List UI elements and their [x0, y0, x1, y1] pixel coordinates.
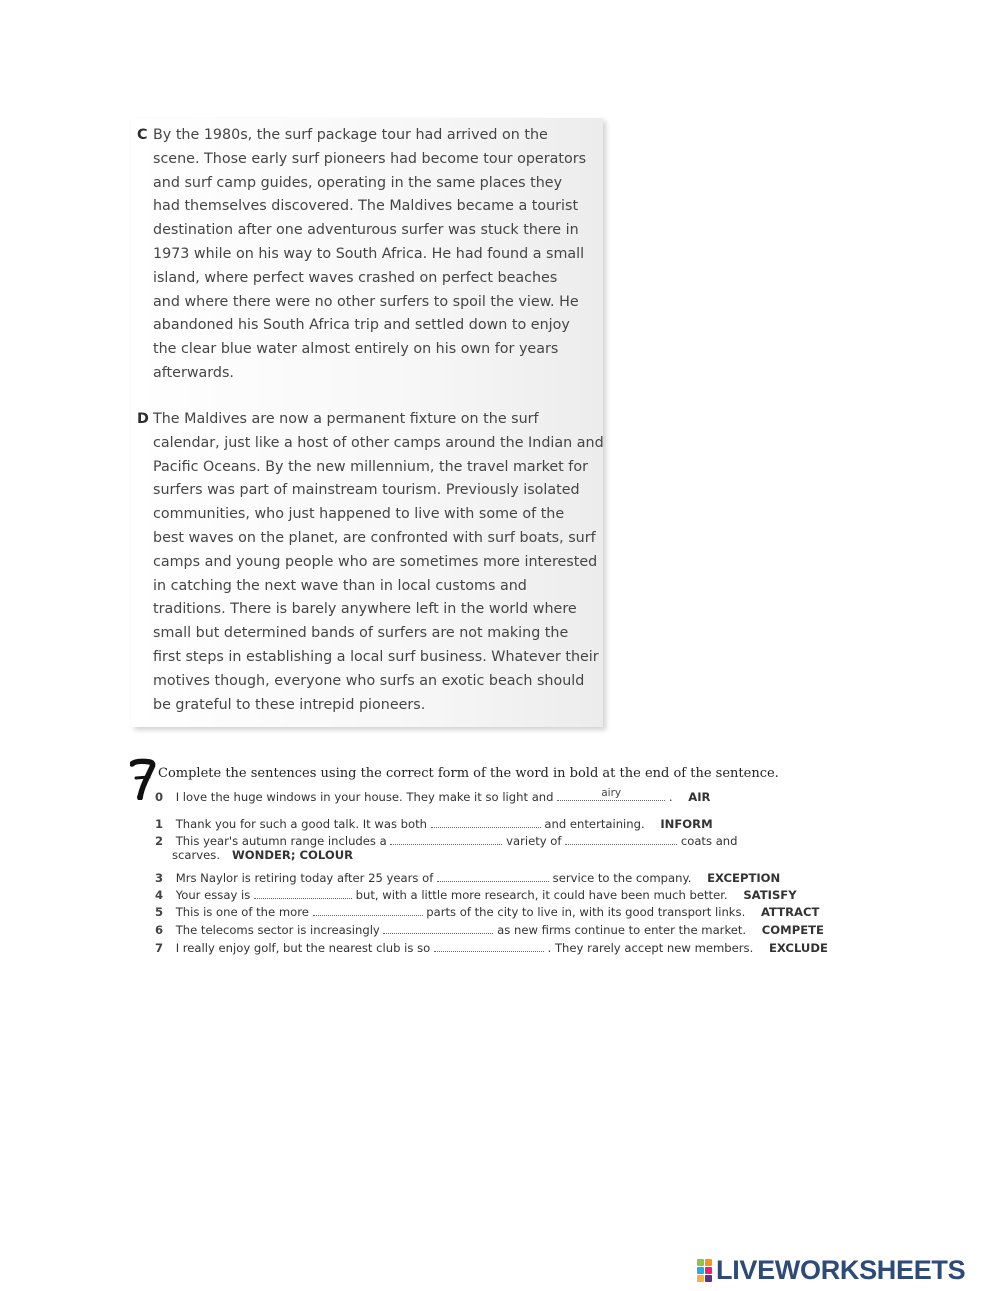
text-line: scene. Those early surf pioneers had become tour operators [153, 150, 587, 167]
answer-input[interactable] [313, 909, 423, 919]
item-text: I really enjoy golf, but the nearest club is so [175, 941, 431, 955]
answer-input[interactable] [390, 838, 502, 848]
answer-input[interactable] [383, 927, 493, 937]
text-line: first steps in establishing a local surf business. Whatever their [153, 648, 599, 665]
answer-gap[interactable] [254, 888, 352, 899]
exercise-item-1 [155, 817, 713, 831]
exercise-number-7 [130, 758, 156, 800]
text-line: Pacific Oceans. By the new millennium, the travel market for [153, 458, 588, 475]
logo-square [705, 1275, 712, 1282]
exercise-item-3 [155, 871, 780, 885]
item-number: 6 [155, 923, 164, 937]
text-line: in catching the next wave than in local customs and [153, 577, 527, 594]
answer-gap[interactable] [434, 941, 544, 952]
logo-square [705, 1267, 712, 1274]
answer-input[interactable] [254, 892, 352, 902]
exercise-item-7 [155, 941, 828, 955]
answer-gap[interactable] [313, 905, 423, 916]
item-number: 5 [155, 905, 164, 919]
item-text: . [668, 790, 673, 804]
item-number: 7 [155, 941, 164, 955]
text-line: small but determined bands of surfers are not making the [153, 625, 569, 642]
exercise-item-0 [155, 787, 711, 804]
text-line: By the 1980s, the surf package tour had arrived on the [153, 127, 548, 143]
item-text: parts of the city to live in, with its good transport links. [426, 905, 746, 919]
item-number: 1 [155, 817, 164, 831]
liveworksheets-logo [697, 1255, 965, 1285]
logo-square [697, 1259, 704, 1266]
text-line: motives though, everyone who surfs an exotic beach should [153, 672, 585, 689]
keyword: EXCEPTION [707, 871, 781, 885]
paragraph-letter: C [137, 127, 148, 143]
keyword: ATTRACT [760, 905, 820, 919]
item-text: Mrs Naylor is retiring today after 25 years of [175, 871, 434, 885]
item-text: The telecoms sector is increasingly [175, 923, 380, 937]
text-line: be grateful to these intrepid pioneers. [153, 696, 426, 713]
paragraph-c [131, 124, 601, 386]
exercise-instruction: Complete the sentences using the correct form of the word in bold at the end of the sentence. [158, 766, 779, 781]
answer-gap[interactable] [383, 923, 493, 934]
answer-input[interactable] [437, 875, 549, 885]
item-text: This year's autumn range includes a [175, 834, 387, 848]
item-number: 2 [155, 834, 164, 848]
keyword: COMPETE [761, 923, 824, 937]
example-answer: airy [601, 787, 622, 799]
text-line: and where there were no other surfers to spoil the view. He [153, 293, 579, 310]
text-line: communities, who just happened to live with some of the [153, 506, 565, 523]
brand-name: LIVEWORKSHEETS [716, 1254, 966, 1285]
text-line: best waves on the planet, are confronted with surf boats, surf [153, 529, 596, 546]
logo-square [697, 1275, 704, 1282]
text-line: calendar, just like a host of other camps around the Indian and [153, 434, 604, 451]
logo-square [705, 1259, 712, 1266]
item-number: 0 [155, 790, 164, 804]
item-text: scarves. [172, 848, 221, 862]
keyword: SATISFY [743, 888, 797, 902]
answer-input[interactable] [431, 821, 541, 831]
item-text: but, with a little more research, it could have been much better. [355, 888, 728, 902]
item-text: . They rarely accept new members. [547, 941, 754, 955]
item-text: as new firms continue to enter the market. [497, 923, 747, 937]
text-line: and surf camp guides, operating in the same places they [153, 174, 563, 191]
exercise-number-label: 7 [130, 758, 131, 759]
logo-square [697, 1267, 704, 1274]
answer-gap[interactable] [437, 871, 549, 882]
item-text: This is one of the more [175, 905, 309, 919]
text-line: camps and young people who are sometimes more interested [153, 553, 598, 570]
text-line: 1973 while on his way to South Africa. He had found a small [153, 245, 585, 262]
item-number: 3 [155, 871, 164, 885]
answer-input[interactable] [565, 838, 677, 848]
exercise-item-6 [155, 923, 824, 937]
text-line: The Maldives are now a permanent fixture on the surf [153, 411, 539, 427]
item-text: Your essay is [175, 888, 251, 902]
text-line: afterwards. [153, 364, 234, 381]
text-line: abandoned his South Africa trip and settled down to enjoy [153, 317, 570, 334]
item-text: I love the huge windows in your house. They make it so light and [175, 790, 554, 804]
paragraph-letter: D [137, 411, 149, 427]
answer-gap [557, 787, 665, 801]
answer-input[interactable] [434, 945, 544, 955]
item-text: Thank you for such a good talk. It was both [175, 817, 428, 831]
keyword: WONDER; COLOUR [232, 848, 354, 862]
item-text: and entertaining. [544, 817, 645, 831]
item-number: 4 [155, 888, 164, 902]
reading-passage [131, 118, 603, 727]
paragraph-d [131, 408, 604, 717]
answer-gap[interactable] [431, 817, 541, 828]
answer-gap[interactable] [565, 834, 677, 845]
exercise-item-4 [155, 888, 797, 902]
keyword: INFORM [660, 817, 713, 831]
text-line: island, where perfect waves crashed on perfect beaches [153, 269, 558, 286]
text-line: had themselves discovered. The Maldives became a tourist [153, 198, 579, 215]
item-text: coats and [680, 834, 738, 848]
item-text: service to the company. [552, 871, 692, 885]
keyword: AIR [688, 790, 711, 804]
exercise-item-2 [155, 834, 738, 862]
text-line: destination after one adventurous surfer was stuck there in [153, 222, 579, 239]
logo-icon [697, 1259, 712, 1282]
text-line: surfers was part of mainstream tourism. Previously isolated [153, 482, 580, 499]
item-text: variety of [506, 834, 562, 848]
exercise-item-5 [155, 905, 819, 919]
text-line: the clear blue water almost entirely on his own for years [153, 341, 559, 358]
answer-gap[interactable] [390, 834, 502, 845]
text-line: traditions. There is barely anywhere left in the world where [153, 601, 577, 618]
keyword: EXCLUDE [768, 941, 828, 955]
